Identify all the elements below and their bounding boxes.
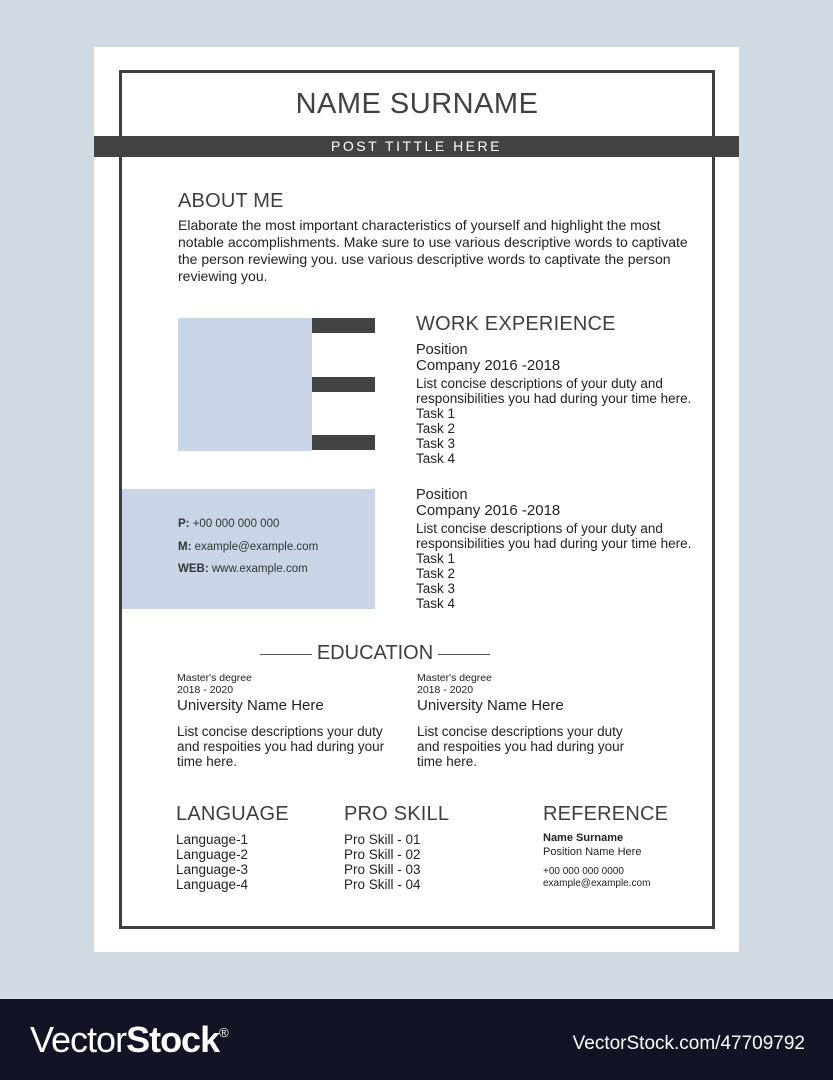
job-task: Task 2 <box>416 421 456 436</box>
reference-phone: +00 000 000 0000 <box>543 866 624 877</box>
decorative-bar <box>312 435 375 450</box>
logo-light-text: Vector <box>30 1019 127 1060</box>
job-entry <box>416 342 716 466</box>
mail-label: M: <box>178 541 192 553</box>
resume-name: NAME SURNAME <box>295 88 539 120</box>
skill-item: Pro Skill - 04 <box>344 877 421 892</box>
education-years: 2018 - 2020 <box>177 684 234 696</box>
decorative-bar <box>312 377 375 392</box>
job-task: Task 1 <box>416 551 456 566</box>
contact-web <box>178 563 308 575</box>
about-text: Elaborate the most important characteristics of yourself and highlight the most notable accomplishments. Make sure to use various descriptive words to captivate the person reviewing you. use various descriptive words to captivate the person reviewing you. <box>178 217 688 284</box>
job-task: Task 1 <box>416 406 456 421</box>
job-company: Company 2016 -2018 <box>416 357 561 374</box>
reference-name: Name Surname <box>543 832 624 844</box>
education-university: University Name Here <box>417 697 564 714</box>
work-heading: WORK EXPERIENCE <box>416 313 616 335</box>
vectorstock-logo <box>30 1019 228 1061</box>
education-entry <box>177 672 397 769</box>
job-task: Task 4 <box>416 596 456 611</box>
education-divider-right <box>438 654 490 655</box>
contact-box <box>122 489 375 609</box>
education-heading: EDUCATION <box>316 642 434 664</box>
registered-mark: ® <box>219 1025 228 1040</box>
watermark-footer <box>0 999 833 1080</box>
phone-label: P: <box>178 518 190 530</box>
education-entry <box>417 672 637 769</box>
job-position: Position <box>416 487 468 503</box>
education-description: List concise descriptions your duty and respoities you had during your time here. <box>417 724 625 769</box>
job-entry <box>416 487 716 611</box>
job-task: Task 4 <box>416 451 456 466</box>
language-item: Language-2 <box>176 847 249 862</box>
about-heading: ABOUT ME <box>178 190 284 212</box>
web-value: www.example.com <box>211 563 308 575</box>
education-years: 2018 - 2020 <box>417 684 474 696</box>
skill-item: Pro Skill - 01 <box>344 832 421 847</box>
logo-bold-text: Stock <box>126 1019 220 1060</box>
job-task: Task 2 <box>416 566 456 581</box>
reference-position: Position Name Here <box>543 846 642 858</box>
skills-heading: PRO SKILL <box>344 803 450 825</box>
reference-heading: REFERENCE <box>543 803 669 825</box>
skill-item: Pro Skill - 02 <box>344 847 421 862</box>
contact-phone <box>178 518 279 530</box>
education-university: University Name Here <box>177 697 324 714</box>
reference-email: example@example.com <box>543 878 651 889</box>
job-description: List concise descriptions of your duty and responsibilities you had during your time here. <box>416 521 692 551</box>
education-degree: Master's degree <box>177 672 252 684</box>
language-heading: LANGUAGE <box>176 803 289 825</box>
phone-value: +00 000 000 000 <box>192 518 280 530</box>
contact-mail <box>178 541 318 553</box>
mail-value: example@example.com <box>194 541 319 553</box>
job-description: List concise descriptions of your duty and responsibilities you had during your time here. <box>416 376 692 406</box>
job-position: Position <box>416 342 468 358</box>
photo-placeholder <box>178 318 312 451</box>
education-description: List concise descriptions your duty and respoities you had during your time here. <box>177 724 385 769</box>
post-title: POST TITTLE HERE <box>331 138 502 154</box>
skills-list <box>344 832 421 892</box>
web-label: WEB: <box>178 563 209 575</box>
education-degree: Master's degree <box>417 672 492 684</box>
decorative-bar <box>312 318 375 333</box>
job-task: Task 3 <box>416 436 456 451</box>
job-company: Company 2016 -2018 <box>416 502 561 519</box>
skill-item: Pro Skill - 03 <box>344 862 421 877</box>
reference-block <box>543 832 650 890</box>
image-url: VectorStock.com/47709792 <box>572 1033 805 1054</box>
language-item: Language-1 <box>176 832 249 847</box>
language-item: Language-4 <box>176 877 249 892</box>
language-item: Language-3 <box>176 862 249 877</box>
job-task: Task 3 <box>416 581 456 596</box>
language-list <box>176 832 248 892</box>
